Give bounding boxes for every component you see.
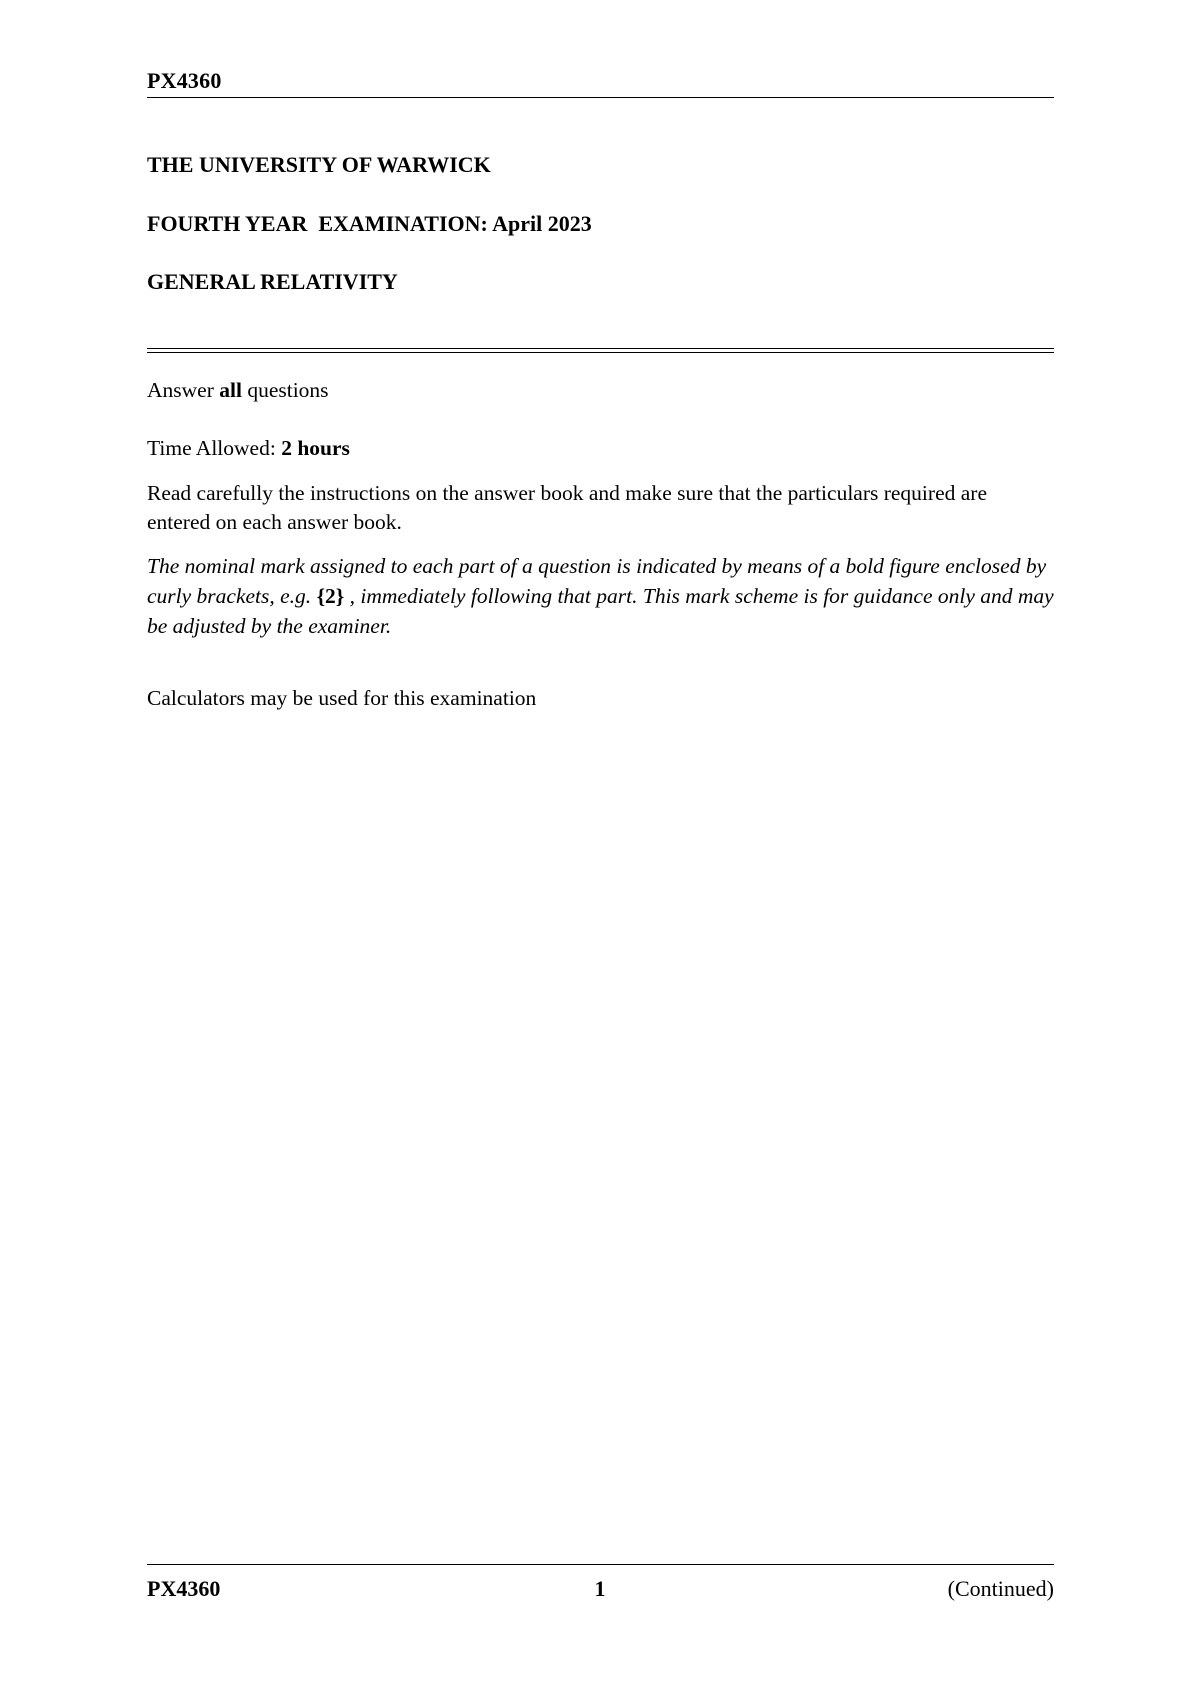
answer-prefix: Answer — [147, 378, 220, 402]
nominal-before: The nominal mark assigned to each part of a question is indicated by means of a bold figure enclosed by curly brackets, e.g. — [147, 554, 1047, 608]
nominal-after: , immediately following that part. This mark scheme is for guidance only and may be adjusted by the examiner. — [147, 584, 1054, 638]
answer-instruction — [147, 376, 1054, 405]
page-number: 1 — [594, 1576, 606, 1601]
examination-title: FOURTH YEAR EXAMINATION: April 2023 — [147, 211, 592, 236]
footer-rule — [147, 1564, 1054, 1565]
time-allowed — [147, 434, 1054, 463]
answer-suffix: questions — [241, 378, 329, 402]
subject-title: GENERAL RELATIVITY — [147, 269, 398, 294]
header-course-code: PX4360 — [147, 68, 222, 93]
header-rule — [147, 97, 1054, 98]
mark-example: {2} — [316, 584, 345, 608]
footer-course-code: PX4360 — [147, 1576, 221, 1601]
continued-label: (Continued) — [947, 1576, 1054, 1601]
time-value: 2 hours — [281, 436, 350, 460]
read-carefully-text: Read carefully the instructions on the answer book and make sure that the particulars required are entered on each answer book. — [147, 481, 987, 534]
answer-all: all — [219, 378, 242, 402]
time-label: Time Allowed: — [147, 436, 282, 460]
calculators-note: Calculators may be used for this examination — [147, 686, 537, 710]
title-double-rule — [147, 348, 1054, 353]
university-name: THE UNIVERSITY OF WARWICK — [147, 152, 491, 177]
nominal-mark-text — [147, 551, 1054, 641]
